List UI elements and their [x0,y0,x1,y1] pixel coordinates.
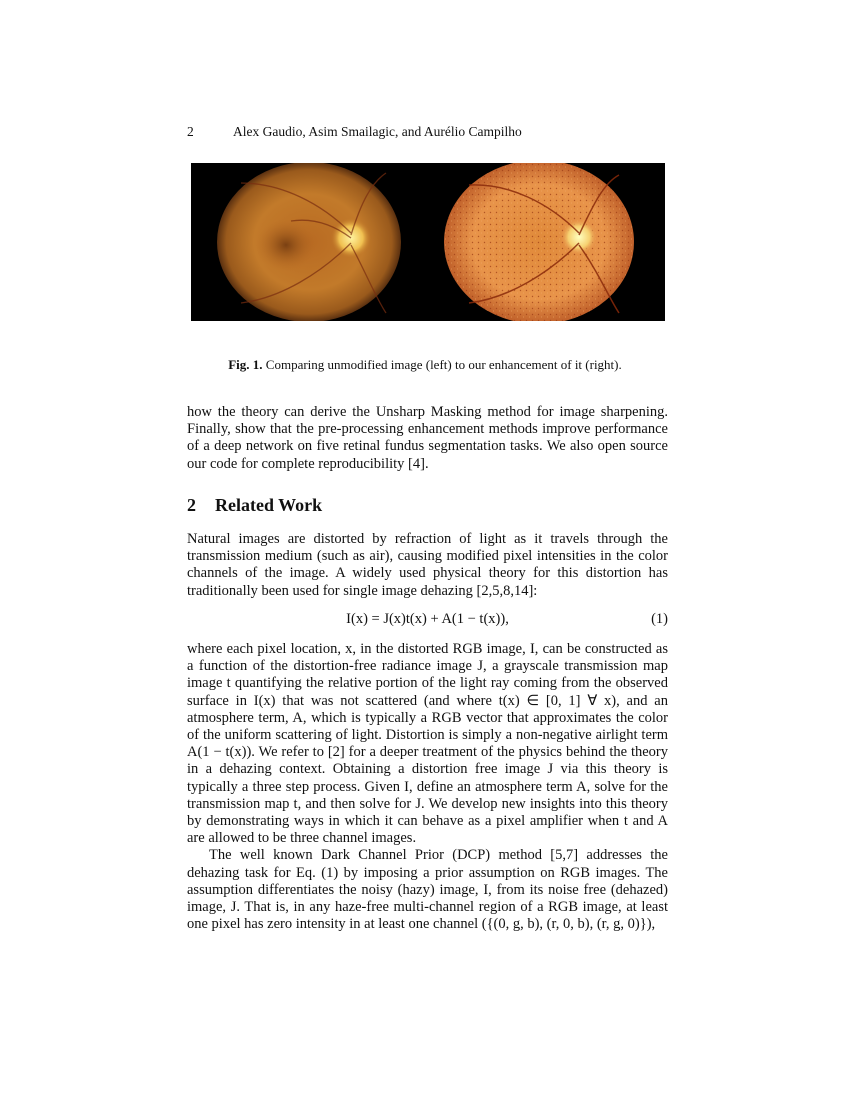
related-work-paragraph-3: The well known Dark Channel Prior (DCP) method [5,7] addresses the dehazing task for Eq. (1) by imposing a prior assumption on RGB images. The assumption differentiates the noisy (hazy) image, I, from its noise free (dehazed) image, J. That is, in any haze-free multi-channel region of a RGB image, at least one pixel has zero intensity in at least one channel ({(0, g, b), (r, 0, b), (r, g, 0)}), [187,847,668,933]
related-work-paragraph-1: Natural images are distorted by refraction of light as it travels through the transmission medium (such as air), causing modified pixel intensities in the color channels of the image. A widely used physical theory for this distortion has traditionally been used for single image dehazing [2,5,8,14]: [187,531,668,599]
section-number: 2 [187,495,196,515]
figure-fundus-comparison [191,163,665,321]
related-work-paragraph-1-block [187,531,668,600]
fundus-image-original [191,163,427,321]
intro-paragraph-block [187,404,668,473]
figure-caption-text: Comparing unmodified image (left) to our enhancement of it (right). [265,357,622,372]
equation-number: (1) [651,611,668,627]
figure-caption [0,357,850,373]
related-work-paragraph-2-block [187,641,668,933]
equation-expression: I(x) = J(x)t(x) + A(1 − t(x)), [346,611,509,627]
section-heading [187,495,322,516]
page-number: 2 [187,124,194,139]
fundus-image-enhanced [429,163,665,321]
section-title: Related Work [215,495,323,515]
related-work-paragraph-2: where each pixel location, x, in the distorted RGB image, I, can be constructed as a function of the distortion-free radiance image J, a grayscale transmission map image t quantifying the relative portion of the light ray coming from the observed surface in I(x) that was not scattered (and where t(x) ∈ [0, 1] ∀ x), and an atmosphere term, A, which is typically a RGB vector that approximates the color of the uniform scattering of light. Distortion is simply a non-negative airlight term A(1 − t(x)). We refer to [2] for a deeper treatment of the physics behind the theory in a dehazing context. Obtaining a distortion free image J via this theory is typically a three step process. Given I, define an atmosphere term A, solve for the transmission map t, and then solve for J. We develop new insights into this theory by demonstrating ways in which it can behave as a pixel amplifier when t and A are allowed to be three channel images. [187,641,668,847]
running-authors: Alex Gaudio, Asim Smailagic, and Aurélio Campilho [233,124,522,139]
intro-paragraph: how the theory can derive the Unsharp Masking method for image sharpening. Finally, show that the pre-processing enhancement methods improve performance of a deep network on five retinal fundus segmentation tasks. We also open source our code for complete reproducibility [4]. [187,404,668,472]
figure-caption-label: Fig. 1. [228,357,263,372]
